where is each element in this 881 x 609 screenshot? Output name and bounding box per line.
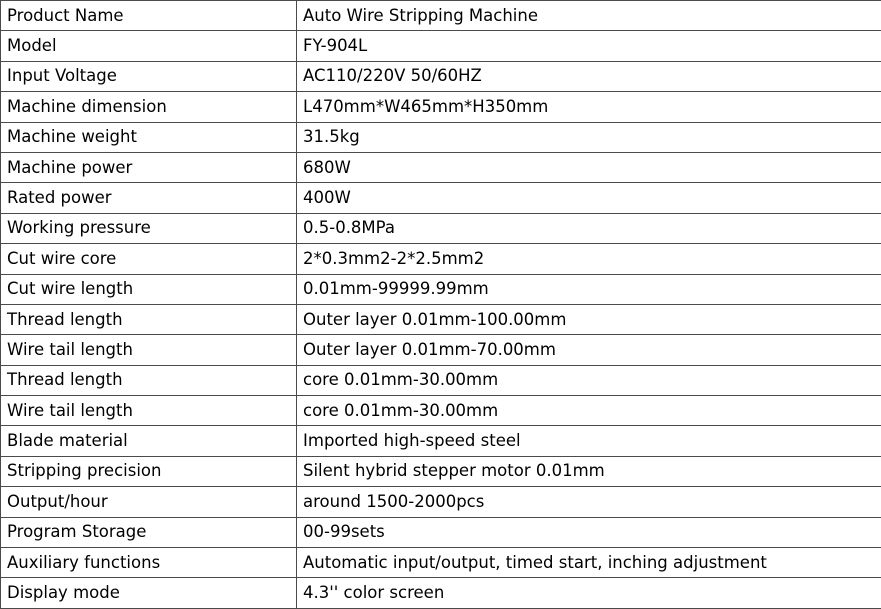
spec-value: L470mm*W465mm*H350mm xyxy=(297,92,881,122)
spec-label: Working pressure xyxy=(1,213,297,243)
spec-value: 680W xyxy=(297,152,881,182)
table-row xyxy=(1,517,881,547)
table-row xyxy=(1,548,881,578)
spec-value: Automatic input/output, timed start, inching adjustment xyxy=(297,548,881,578)
table-row xyxy=(1,244,881,274)
spec-label: Wire tail length xyxy=(1,335,297,365)
table-row xyxy=(1,304,881,334)
table-row xyxy=(1,122,881,152)
spec-label: Thread length xyxy=(1,304,297,334)
spec-value: Imported high-speed steel xyxy=(297,426,881,456)
spec-label: Machine dimension xyxy=(1,92,297,122)
table-row xyxy=(1,61,881,91)
table-row xyxy=(1,92,881,122)
table-row xyxy=(1,183,881,213)
table-row xyxy=(1,365,881,395)
table-row xyxy=(1,396,881,426)
spec-label: Thread length xyxy=(1,365,297,395)
spec-value: AC110/220V 50/60HZ xyxy=(297,61,881,91)
spec-value: Outer layer 0.01mm-100.00mm xyxy=(297,304,881,334)
table-row xyxy=(1,456,881,486)
table-row xyxy=(1,426,881,456)
spec-value: 4.3'' color screen xyxy=(297,578,881,608)
spec-label: Display mode xyxy=(1,578,297,608)
table-row xyxy=(1,31,881,61)
spec-label: Wire tail length xyxy=(1,396,297,426)
spec-value: 31.5kg xyxy=(297,122,881,152)
table-row xyxy=(1,213,881,243)
spec-label: Program Storage xyxy=(1,517,297,547)
spec-value: around 1500-2000pcs xyxy=(297,487,881,517)
table-row xyxy=(1,487,881,517)
spec-label: Output/hour xyxy=(1,487,297,517)
spec-value: Silent hybrid stepper motor 0.01mm xyxy=(297,456,881,486)
spec-label: Rated power xyxy=(1,183,297,213)
spec-label: Input Voltage xyxy=(1,61,297,91)
table-row xyxy=(1,1,881,31)
spec-label: Machine power xyxy=(1,152,297,182)
spec-value: 0.01mm-99999.99mm xyxy=(297,274,881,304)
spec-value: Outer layer 0.01mm-70.00mm xyxy=(297,335,881,365)
table-row xyxy=(1,578,881,608)
spec-label: Machine weight xyxy=(1,122,297,152)
specification-table-body xyxy=(1,1,881,609)
spec-label: Cut wire core xyxy=(1,244,297,274)
spec-value: FY-904L xyxy=(297,31,881,61)
spec-label: Cut wire length xyxy=(1,274,297,304)
spec-value: Auto Wire Stripping Machine xyxy=(297,1,881,31)
table-row xyxy=(1,152,881,182)
spec-label: Auxiliary functions xyxy=(1,548,297,578)
table-row xyxy=(1,274,881,304)
spec-value: 0.5-0.8MPa xyxy=(297,213,881,243)
spec-label: Stripping precision xyxy=(1,456,297,486)
spec-label: Product Name xyxy=(1,1,297,31)
spec-value: 2*0.3mm2-2*2.5mm2 xyxy=(297,244,881,274)
spec-label: Blade material xyxy=(1,426,297,456)
spec-value: core 0.01mm-30.00mm xyxy=(297,396,881,426)
spec-value: 400W xyxy=(297,183,881,213)
spec-value: core 0.01mm-30.00mm xyxy=(297,365,881,395)
table-row xyxy=(1,335,881,365)
spec-value: 00-99sets xyxy=(297,517,881,547)
spec-label: Model xyxy=(1,31,297,61)
